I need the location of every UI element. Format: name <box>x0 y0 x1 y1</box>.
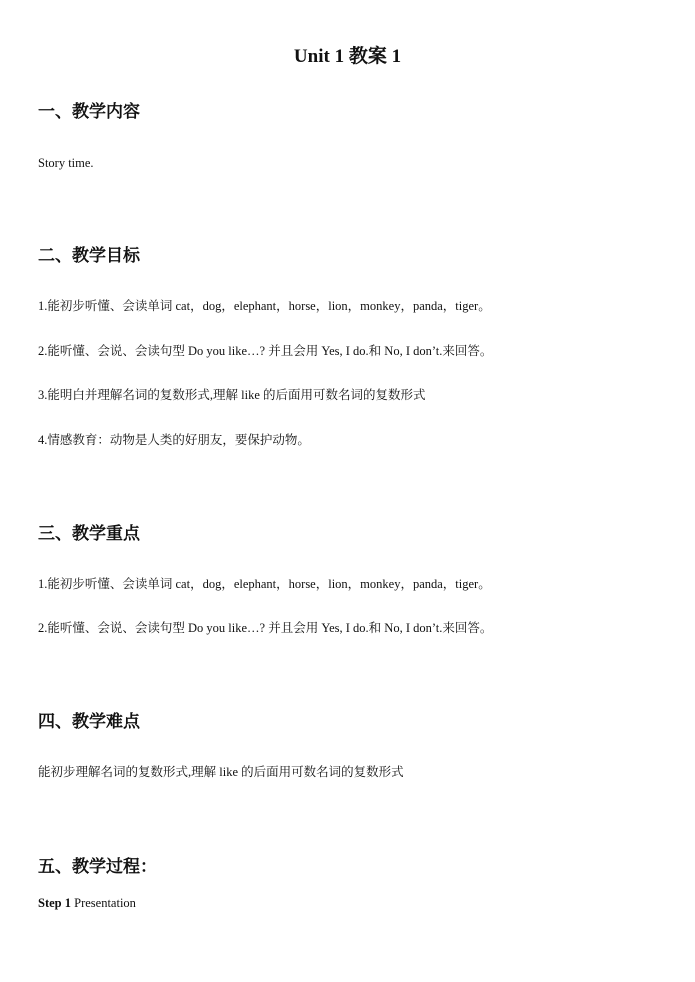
section-heading-content: 一、教学内容 <box>38 102 140 121</box>
key-point-line-1: 1.能初步听懂、会读单词 cat，dog，elephant，horse，lion，monkey，panda，tiger。 <box>38 577 491 591</box>
step-label: Step 1 <box>38 896 71 910</box>
step-text: Presentation <box>71 896 136 910</box>
objective-line-2: 2.能听懂、会说、会读句型 Do you like…? 并且会用 Yes, I do.和 No, I don’t.来回答。 <box>38 344 493 358</box>
step-line <box>38 894 136 912</box>
page-title: Unit 1 教案 1 <box>293 46 402 67</box>
difficulty-line-1: 能初步理解名词的复数形式,理解 like 的后面用可数名词的复数形式 <box>38 765 404 779</box>
section-heading-process: 五、教学过程： <box>38 857 157 876</box>
objective-line-1: 1.能初步听懂、会读单词 cat，dog，elephant，horse，lion，monkey，panda，tiger。 <box>38 299 491 313</box>
objective-line-3: 3.能明白并理解名词的复数形式,理解 like 的后面用可数名词的复数形式 <box>38 388 426 402</box>
objective-line-4: 4.情感教育：动物是人类的好朋友，要保护动物。 <box>38 433 310 447</box>
key-point-line-2: 2.能听懂、会说、会读句型 Do you like…? 并且会用 Yes, I do.和 No, I don’t.来回答。 <box>38 621 493 635</box>
section-heading-difficulties: 四、教学难点 <box>38 712 140 731</box>
section-heading-key-points: 三、教学重点 <box>38 524 140 543</box>
content-text: Story time. <box>38 156 94 170</box>
section-heading-objectives: 二、教学目标 <box>38 246 140 265</box>
